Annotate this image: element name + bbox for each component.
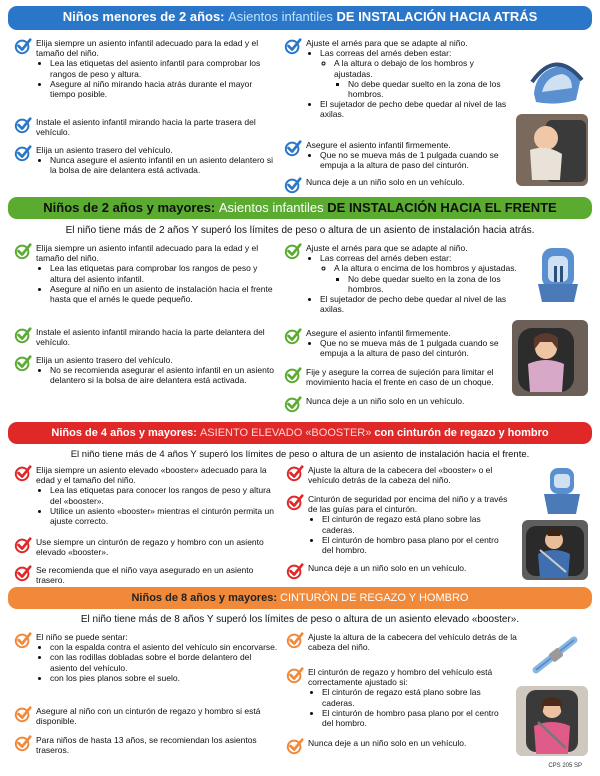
s1-item-3 [14,145,276,176]
section-3-intro: El niño tiene más de 4 años Y superó los límites de peso o altura de un asiento de instalación hacia el frente. [70,449,530,460]
checkmark-icon [286,631,304,649]
checkmark-icon [14,564,32,582]
sub-bullet: • Utilice un asiento «booster» mientras el cinturón permita un ajuste correcto. [50,506,280,526]
s3-item-5 [286,494,512,555]
checkmark-icon [286,666,304,684]
sub-bullet: • Que no se mueva más de 1 pulgada cuando se empuja a la altura de paso del cinturón. [320,150,516,170]
item-text: Se recomienda que el niño vaya asegurado en un asiento trasero. [36,565,254,586]
s3-item-2 [14,537,280,557]
sub-bullet: • con la espalda contra el asiento del vehículo sin encorvarse. [50,642,280,652]
checkmark-icon [284,37,302,55]
item-text: Nunca deje a un niño solo en un vehículo. [306,177,465,187]
section-2-intro: El niño tiene más de 2 años Y superó los límites de peso o altura de un asiento de instalación hacia atrás. [65,225,535,236]
checkmark-icon [14,37,32,55]
sub-sub-bullet: A la altura o debajo de los hombros y ajustadas. [334,58,474,79]
section-1-title: Niños menores de 2 años: [62,9,229,24]
checkmark-icon [284,242,302,260]
sub-bullet: • con los pies planos sobre el suelo. [50,673,280,683]
s4-item-6 [286,738,506,755]
item-text: El niño se puede sentar: [36,632,128,642]
booster-child-photo [522,520,588,580]
s4-item-5 [286,667,506,728]
item-text: Use siempre un cinturón de regazo y hombro con un asiento elevado «booster». [36,537,264,558]
section-1-title-highlight: Asientos infantiles [228,9,333,24]
checkmark-icon [286,464,304,482]
s1-item-4 [284,38,512,120]
section-4-intro: El niño tiene más de 8 años Y superó los límites de peso o altura de un asiento elevado «booster». [80,614,520,625]
older-child-photo [516,686,588,756]
checkmark-icon [284,327,302,345]
sub-bullet: • Que no se mueva más de 1 pulgada cuando se empuja a la altura de paso del cinturón. [320,338,510,358]
item-text: Asegure al niño con un cinturón de regazo y hombro si está disponible. [36,706,261,727]
s2-item-2 [14,327,276,347]
s3-item-1 [14,465,280,526]
s2-item-7 [284,396,510,413]
checkmark-icon [286,562,304,580]
item-text: Fije y asegure la correa de sujeción para limitar el movimiento hacia el frente en caso de un choque. [306,367,494,388]
sub-bullet: • El cinturón de hombro pasa plano por el centro del hombro. [322,708,506,728]
section-2-title: Niños de 2 años y mayores: [43,200,219,215]
sub-bullet: Las correas del arnés deben estar: [320,48,452,59]
checkmark-icon [14,734,32,752]
item-text: Para niños de hasta 13 años, se recomiendan los asientos traseros. [36,735,257,756]
section-3-title-highlight: ASIENTO ELEVADO «BOOSTER» [199,427,372,439]
sub-sub-bullet: A la altura o encima de los hombros y ajustadas. [334,263,517,274]
infant-photo [516,114,588,186]
sub-bullet: • Asegure al niño en un asiento de instalación hacia el frente hasta que el arnés le quede pequeño. [50,284,276,304]
section-4-title-highlight: CINTURÓN DE REGAZO Y HOMBRO [280,592,469,604]
section-3-title: Niños de 4 años y mayores: [51,427,200,439]
s2-item-5 [284,328,510,359]
s4-item-3 [14,735,280,755]
checkmark-icon [14,464,32,482]
s3-item-6 [286,563,512,580]
checkmark-icon [14,631,32,649]
item-text: Cinturón de seguridad por encima del niño y a través de las guías para el cinturón. [308,494,508,515]
checkmark-icon [14,242,32,260]
sub-bullet: • No se recomienda asegurar el asiento infantil en un asiento delantero si la bolsa de aire delantera está activada. [50,365,276,385]
s2-item-3 [14,355,276,386]
s3-item-4 [286,465,516,485]
checkmark-icon [284,395,302,413]
s2-item-4 [284,243,532,314]
sub-bullet: • Lea las etiquetas del asiento infantil para comprobar los rangos de peso y altura. [50,58,276,78]
section-3-title-end: con cinturón de regazo y hombro [371,427,549,439]
sub-bullet: • El cinturón de regazo está plano sobre las caderas. [322,514,512,534]
item-text: Instale el asiento infantil mirando hacia la parte delantera del vehículo. [36,327,265,348]
section-4-header [8,587,592,609]
seat-belt-image [530,630,582,682]
checkmark-icon [284,139,302,157]
section-3-header [8,422,592,444]
sub-bullet: • El cinturón de hombro pasa plano por el centro del hombro. [322,535,512,555]
checkmark-icon [14,705,32,723]
section-2-title-end: DE INSTALACIÓN HACIA EL FRENTE [323,200,557,215]
item-text: Elija siempre un asiento infantil adecuado para la edad y el tamaño del niño. [36,38,259,59]
sub-bullet: • El sujetador de pecho debe quedar al nivel de las axilas. [320,99,512,119]
forward-facing-seat-image [532,244,584,306]
s2-item-6 [284,367,510,387]
checkmark-icon [14,116,32,134]
checkmark-icon [286,737,304,755]
item-text: Instale el asiento infantil mirando hacia la parte trasera del vehículo. [36,117,256,138]
sub-bullet: • Lea las etiquetas para comprobar los rangos de peso y altura del asiento infantil. [50,263,276,283]
item-text: Elija un asiento trasero del vehículo. [36,145,173,155]
s1-item-2 [14,117,276,137]
checkmark-icon [284,366,302,384]
footer-code: CPS 205 SP [548,762,582,769]
section-2-title-highlight: Asientos infantiles [218,200,324,215]
section-2-header [8,197,592,219]
item-text: Nunca deje a un niño solo en un vehículo. [306,396,465,406]
s4-item-2 [14,706,280,726]
section-4-title: Niños de 8 años y mayores: [131,592,281,604]
item-text: Ajuste la altura de la cabecera del vehículo detrás de la cabeza del niño. [308,632,517,653]
item-text: Elija un asiento trasero del vehículo. [36,355,173,365]
s1-item-6 [284,177,516,194]
section-1-header [8,6,592,30]
s1-item-1 [14,38,276,99]
item-text: Asegure el asiento infantil firmemente. [306,328,451,338]
s2-item-1 [14,243,276,304]
s3-item-3 [14,565,280,585]
s1-item-5 [284,140,516,171]
item-text: Ajuste el arnés para que se adapte al niño. [306,38,468,48]
sub-sub-sub-bullet: ▪ No debe quedar suelto en la zona de los hombros. [348,79,512,99]
s4-item-4 [286,632,520,652]
item-text: Ajuste el arnés para que se adapte al niño. [306,243,468,253]
sub-bullet: • Asegure al niño mirando hacia atrás durante el mayor tiempo posible. [50,79,276,99]
sub-bullet: • Lea las etiquetas para conocer los rangos de peso y altura del «booster». [50,485,280,505]
item-text: Nunca deje a un niño solo en un vehículo. [308,563,467,573]
sub-bullet: Las correas del arnés deben estar: [320,253,452,264]
rear-facing-seat-image [526,52,586,112]
s4-item-1 [14,632,280,683]
checkmark-icon [14,536,32,554]
toddler-photo [512,320,588,396]
item-text: Asegure el asiento infantil firmemente. [306,140,451,150]
sub-bullet: • con las rodillas dobladas sobre el borde delantero del asiento del vehículo. [50,652,280,672]
sub-sub-sub-bullet: ▪ No debe quedar suelto en la zona de los hombros. [348,274,532,294]
sub-bullet: • El sujetador de pecho debe quedar al nivel de las axilas. [320,294,532,314]
sub-bullet: • El cinturón de regazo está plano sobre las caderas. [322,687,506,707]
item-text: Elija siempre un asiento elevado «booster» adecuado para la edad y el tamaño del niño. [36,465,267,486]
checkmark-icon [284,176,302,194]
checkmark-icon [14,144,32,162]
section-1-title-end: DE INSTALACIÓN HACIA ATRÁS [332,9,538,24]
checkmark-icon [286,493,304,511]
item-text: Nunca deje a un niño solo en un vehículo. [308,738,467,748]
item-text: Ajuste la altura de la cabecera del «booster» o el vehículo detrás de la cabeza del niño. [308,465,493,486]
item-text: El cinturón de regazo y hombro del vehículo está correctamente ajustado si: [308,667,493,688]
checkmark-icon [14,354,32,372]
sub-bullet: • Nunca asegure el asiento infantil en un asiento delantero si la bolsa de aire delantera está activada. [50,155,276,175]
checkmark-icon [14,326,32,344]
item-text: Elija siempre un asiento infantil adecuado para la edad y el tamaño del niño. [36,243,259,264]
booster-seat-image [540,466,584,518]
